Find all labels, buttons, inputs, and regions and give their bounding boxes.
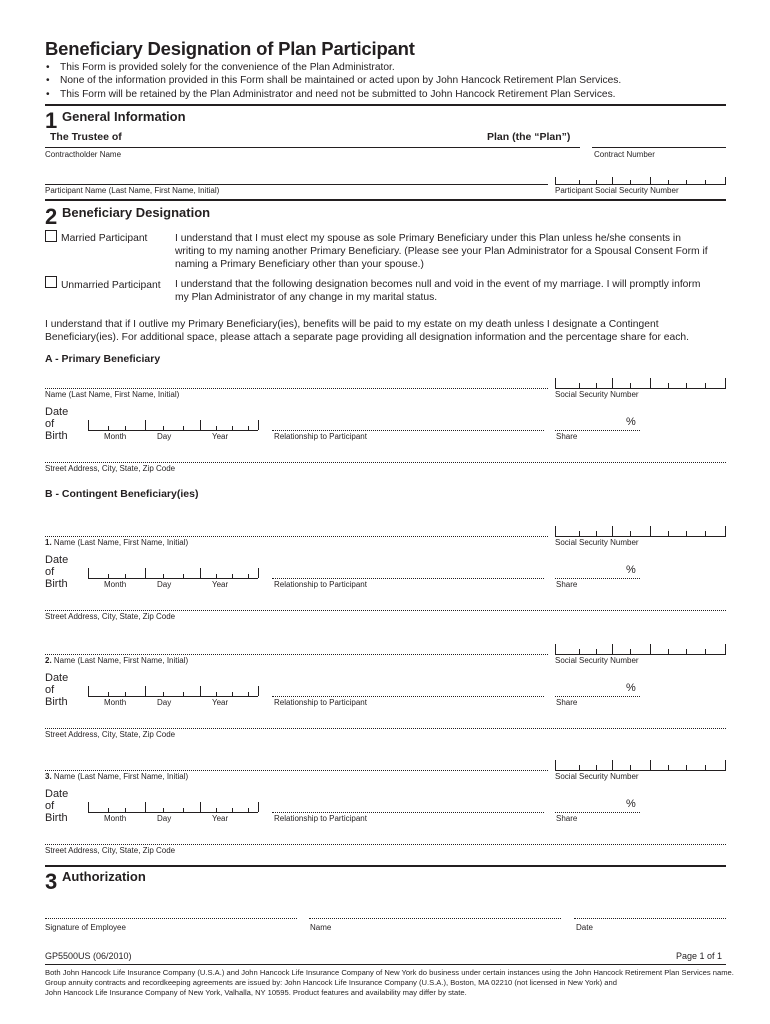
month-label: Month bbox=[104, 698, 127, 707]
section-1-number: 1 bbox=[45, 108, 58, 133]
field-tick bbox=[630, 649, 631, 654]
field-tick bbox=[596, 383, 597, 388]
share-field[interactable] bbox=[555, 578, 640, 579]
month-label: Month bbox=[104, 432, 127, 441]
field-tick bbox=[555, 644, 556, 654]
field-tick bbox=[579, 531, 580, 536]
footer-line: Both John Hancock Life Insurance Company (U.S.A.) and John Hancock Life Insurance Company of New York do business under certain instances using the John Hancock Retirement Plan Services name. bbox=[45, 968, 734, 977]
year-label: Year bbox=[212, 814, 229, 823]
field-tick bbox=[686, 531, 687, 536]
field-tick bbox=[258, 802, 259, 812]
field-tick bbox=[125, 808, 126, 812]
field-tick bbox=[630, 383, 631, 388]
field-tick bbox=[725, 760, 726, 770]
footer-line: Group annuity contracts and recordkeeping agreements are issued by: John Hancock Life Insurance Company (U.S.A.), Boston, MA 02210 (not licensed in New York) and bbox=[45, 978, 617, 987]
field-tick bbox=[258, 420, 259, 430]
beneficiary-name-field[interactable] bbox=[45, 536, 548, 537]
dob-birth-label: of Birth bbox=[45, 418, 68, 442]
married-checkbox[interactable] bbox=[45, 230, 57, 242]
section-3-title: Authorization bbox=[62, 869, 146, 884]
beneficiary-ssn-label: Social Security Number bbox=[555, 538, 639, 547]
field-tick bbox=[125, 426, 126, 430]
field-tick bbox=[650, 378, 651, 388]
signature-label: Signature of Employee bbox=[45, 923, 126, 932]
field-tick bbox=[216, 808, 217, 812]
participant-ssn-label: Participant Social Security Number bbox=[555, 186, 679, 195]
bullet-item: • None of the information provided in this Form shall be maintained or acted upon by John Hancock Retirement Plan Services. bbox=[45, 74, 621, 87]
relationship-field[interactable] bbox=[272, 430, 544, 431]
percent-sign: % bbox=[626, 416, 636, 428]
page-number: Page 1 of 1 bbox=[676, 951, 723, 961]
date-of-birth-field[interactable] bbox=[88, 696, 258, 697]
field-tick bbox=[145, 420, 146, 430]
participant-name-field[interactable] bbox=[45, 184, 548, 185]
address-label: Street Address, City, State, Zip Code bbox=[45, 730, 176, 739]
field-tick bbox=[183, 808, 184, 812]
footer-disclaimer bbox=[45, 968, 734, 998]
share-field[interactable] bbox=[555, 812, 640, 813]
unmarried-text: I understand that the following designation becomes null and void in the event of my marriage. I will promptly inform my Plan Administrator of any change in my marital status. bbox=[175, 279, 701, 303]
field-tick bbox=[555, 760, 556, 770]
field-tick bbox=[725, 378, 726, 388]
field-tick bbox=[668, 531, 669, 536]
field-tick bbox=[145, 802, 146, 812]
beneficiary-name-label bbox=[45, 390, 179, 399]
name-label-text: Name (Last Name, First Name, Initial) bbox=[53, 538, 189, 547]
beneficiary-ssn-field[interactable] bbox=[555, 654, 726, 655]
field-tick bbox=[555, 526, 556, 536]
contractholder-name-field[interactable] bbox=[45, 147, 580, 148]
field-tick bbox=[612, 378, 613, 388]
field-tick bbox=[232, 692, 233, 696]
beneficiary-name-field[interactable] bbox=[45, 654, 548, 655]
field-tick bbox=[163, 808, 164, 812]
field-tick bbox=[200, 568, 201, 578]
field-tick bbox=[163, 574, 164, 578]
dob-date-label: Date bbox=[45, 406, 69, 418]
percent-sign: % bbox=[626, 798, 636, 810]
contract-number-field[interactable] bbox=[592, 147, 726, 148]
field-tick bbox=[88, 420, 89, 430]
footer-line: John Hancock Life Insurance Company of New York, Valhalla, NY 10595. Product features and availability may differ by state. bbox=[45, 988, 467, 997]
share-label: Share bbox=[556, 814, 578, 823]
day-label: Day bbox=[157, 580, 172, 589]
section-divider bbox=[45, 865, 726, 867]
field-tick bbox=[216, 574, 217, 578]
dob-date-label: Date bbox=[45, 554, 69, 566]
field-tick bbox=[612, 644, 613, 654]
field-tick bbox=[163, 426, 164, 430]
name-label-text: Name (Last Name, First Name, Initial) bbox=[45, 390, 180, 399]
field-tick bbox=[248, 692, 249, 696]
field-tick bbox=[183, 692, 184, 696]
dob-birth-label: of Birth bbox=[45, 684, 68, 708]
field-tick bbox=[108, 692, 109, 696]
dob-birth-label: of Birth bbox=[45, 566, 68, 590]
bullet-item: • This Form will be retained by the Plan Administrator and need not be submitted to John Hancock Retirement Plan Services. bbox=[45, 88, 621, 101]
year-label: Year bbox=[212, 698, 229, 707]
field-tick bbox=[232, 426, 233, 430]
field-tick bbox=[88, 568, 89, 578]
name-label-text: Name (Last Name, First Name, Initial) bbox=[53, 772, 189, 781]
relationship-label: Relationship to Participant bbox=[274, 432, 367, 441]
date-of-birth-field[interactable] bbox=[88, 812, 258, 813]
relationship-label: Relationship to Participant bbox=[274, 814, 367, 823]
plan-label: Plan (the “Plan”) bbox=[487, 131, 571, 143]
field-tick bbox=[668, 765, 669, 770]
field-tick bbox=[579, 765, 580, 770]
address-field[interactable] bbox=[45, 844, 726, 845]
field-tick bbox=[686, 383, 687, 388]
married-label: Married Participant bbox=[61, 233, 148, 244]
field-tick bbox=[668, 649, 669, 654]
field-tick bbox=[668, 383, 669, 388]
field-tick bbox=[258, 686, 259, 696]
outlive-text: I understand that if I outlive my Primary Beneficiary(ies), benefits will be paid to my estate on my death unless I designate a Contingent Beneficiary(ies). For additional space, please attach a separate page providing all designation information and the percentage share for each. bbox=[45, 319, 689, 343]
section-3-number: 3 bbox=[45, 869, 58, 894]
field-tick bbox=[596, 531, 597, 536]
field-tick bbox=[596, 649, 597, 654]
day-label: Day bbox=[157, 698, 172, 707]
field-tick bbox=[232, 808, 233, 812]
date-of-birth-field[interactable] bbox=[88, 430, 258, 431]
contract-number-label: Contract Number bbox=[594, 150, 655, 159]
dob-date-label: Date bbox=[45, 788, 69, 800]
field-tick bbox=[630, 531, 631, 536]
field-tick bbox=[145, 568, 146, 578]
beneficiary-name-label bbox=[45, 538, 188, 547]
contingent-beneficiary-title: B - Contingent Beneficiary(ies) bbox=[45, 488, 199, 500]
participant-ssn-field[interactable] bbox=[555, 184, 726, 185]
field-tick bbox=[108, 574, 109, 578]
field-tick bbox=[145, 686, 146, 696]
field-tick bbox=[579, 649, 580, 654]
percent-sign: % bbox=[626, 564, 636, 576]
share-label: Share bbox=[556, 580, 578, 589]
field-tick bbox=[650, 644, 651, 654]
address-label: Street Address, City, State, Zip Code bbox=[45, 464, 176, 473]
day-label: Day bbox=[157, 814, 172, 823]
section-divider bbox=[45, 104, 726, 106]
beneficiary-name-field[interactable] bbox=[45, 388, 548, 389]
field-tick bbox=[258, 568, 259, 578]
field-tick bbox=[705, 531, 706, 536]
relationship-field[interactable] bbox=[272, 812, 544, 813]
beneficiary-ssn-label: Social Security Number bbox=[555, 772, 639, 781]
intro-bullets bbox=[45, 61, 621, 101]
beneficiary-name-field[interactable] bbox=[45, 770, 548, 771]
address-label: Street Address, City, State, Zip Code bbox=[45, 612, 176, 621]
field-tick bbox=[125, 692, 126, 696]
field-tick bbox=[232, 574, 233, 578]
footer-divider bbox=[45, 964, 726, 965]
share-field[interactable] bbox=[555, 430, 640, 431]
form-code: GP5500US (06/2010) bbox=[45, 951, 132, 961]
beneficiary-name-label bbox=[45, 772, 188, 781]
trustee-label: The Trustee of bbox=[50, 131, 122, 143]
field-tick bbox=[705, 765, 706, 770]
signature-field[interactable] bbox=[45, 918, 297, 919]
section-2-number: 2 bbox=[45, 204, 58, 229]
field-tick bbox=[705, 649, 706, 654]
year-label: Year bbox=[212, 432, 229, 441]
authorization-name-label: Name bbox=[310, 923, 332, 932]
section-divider bbox=[45, 199, 726, 201]
address-field[interactable] bbox=[45, 610, 726, 611]
beneficiary-number: 1. bbox=[45, 538, 52, 547]
share-label: Share bbox=[556, 432, 578, 441]
beneficiary-ssn-field[interactable] bbox=[555, 388, 726, 389]
field-tick bbox=[108, 808, 109, 812]
beneficiary-ssn-field[interactable] bbox=[555, 536, 726, 537]
field-tick bbox=[200, 420, 201, 430]
month-label: Month bbox=[104, 580, 127, 589]
field-tick bbox=[216, 692, 217, 696]
participant-name-label: Participant Name (Last Name, First Name, Initial) bbox=[45, 186, 220, 195]
day-label: Day bbox=[157, 432, 172, 441]
name-label-text: Name (Last Name, First Name, Initial) bbox=[53, 656, 189, 665]
field-tick bbox=[108, 426, 109, 430]
field-tick bbox=[200, 802, 201, 812]
month-label: Month bbox=[104, 814, 127, 823]
bullet-item: • This Form is provided solely for the convenience of the Plan Administrator. bbox=[45, 61, 621, 74]
field-tick bbox=[725, 644, 726, 654]
dob-date-label: Date bbox=[45, 672, 69, 684]
relationship-label: Relationship to Participant bbox=[274, 580, 367, 589]
authorization-name-field[interactable] bbox=[309, 918, 561, 919]
field-tick bbox=[705, 383, 706, 388]
percent-sign: % bbox=[626, 682, 636, 694]
section-2-title: Beneficiary Designation bbox=[62, 205, 211, 220]
field-tick bbox=[725, 526, 726, 536]
field-tick bbox=[555, 378, 556, 388]
field-tick bbox=[248, 574, 249, 578]
address-label: Street Address, City, State, Zip Code bbox=[45, 846, 176, 855]
field-tick bbox=[88, 802, 89, 812]
relationship-field[interactable] bbox=[272, 578, 544, 579]
beneficiary-number: 2. bbox=[45, 656, 52, 665]
field-tick bbox=[650, 526, 651, 536]
share-label: Share bbox=[556, 698, 578, 707]
field-tick bbox=[163, 692, 164, 696]
relationship-label: Relationship to Participant bbox=[274, 698, 367, 707]
field-tick bbox=[200, 686, 201, 696]
page-title: Beneficiary Designation of Plan Participant bbox=[45, 38, 415, 59]
beneficiary-name-label bbox=[45, 656, 188, 665]
field-tick bbox=[612, 526, 613, 536]
field-tick bbox=[125, 574, 126, 578]
dob-birth-label: of Birth bbox=[45, 800, 68, 824]
address-field[interactable] bbox=[45, 462, 726, 463]
field-tick bbox=[612, 760, 613, 770]
address-field[interactable] bbox=[45, 728, 726, 729]
field-tick bbox=[216, 426, 217, 430]
relationship-field[interactable] bbox=[272, 696, 544, 697]
section-1-title: General Information bbox=[62, 109, 186, 124]
authorization-date-label: Date bbox=[576, 923, 593, 932]
beneficiary-ssn-field[interactable] bbox=[555, 770, 726, 771]
field-tick bbox=[596, 765, 597, 770]
share-field[interactable] bbox=[555, 696, 640, 697]
field-tick bbox=[248, 426, 249, 430]
field-tick bbox=[686, 649, 687, 654]
unmarried-checkbox[interactable] bbox=[45, 276, 57, 288]
field-tick bbox=[183, 574, 184, 578]
married-text: I understand that I must elect my spouse as sole Primary Beneficiary under this Plan unless he/she consents in writing to my naming another Primary Beneficiary. (Please see your Plan Administrator for a Spousal Consent Form if naming a Primary Beneficiary other than your spouse.) bbox=[175, 233, 708, 270]
field-tick bbox=[630, 765, 631, 770]
authorization-date-field[interactable] bbox=[574, 918, 726, 919]
year-label: Year bbox=[212, 580, 229, 589]
date-of-birth-field[interactable] bbox=[88, 578, 258, 579]
beneficiary-ssn-label: Social Security Number bbox=[555, 656, 639, 665]
contractholder-name-label: Contractholder Name bbox=[45, 150, 122, 159]
unmarried-label: Unmarried Participant bbox=[61, 280, 161, 291]
primary-beneficiary-title: A - Primary Beneficiary bbox=[45, 353, 161, 365]
field-tick bbox=[183, 426, 184, 430]
field-tick bbox=[88, 686, 89, 696]
field-tick bbox=[650, 760, 651, 770]
field-tick bbox=[686, 765, 687, 770]
field-tick bbox=[248, 808, 249, 812]
beneficiary-ssn-label: Social Security Number bbox=[555, 390, 639, 399]
field-tick bbox=[579, 383, 580, 388]
beneficiary-number: 3. bbox=[45, 772, 52, 781]
